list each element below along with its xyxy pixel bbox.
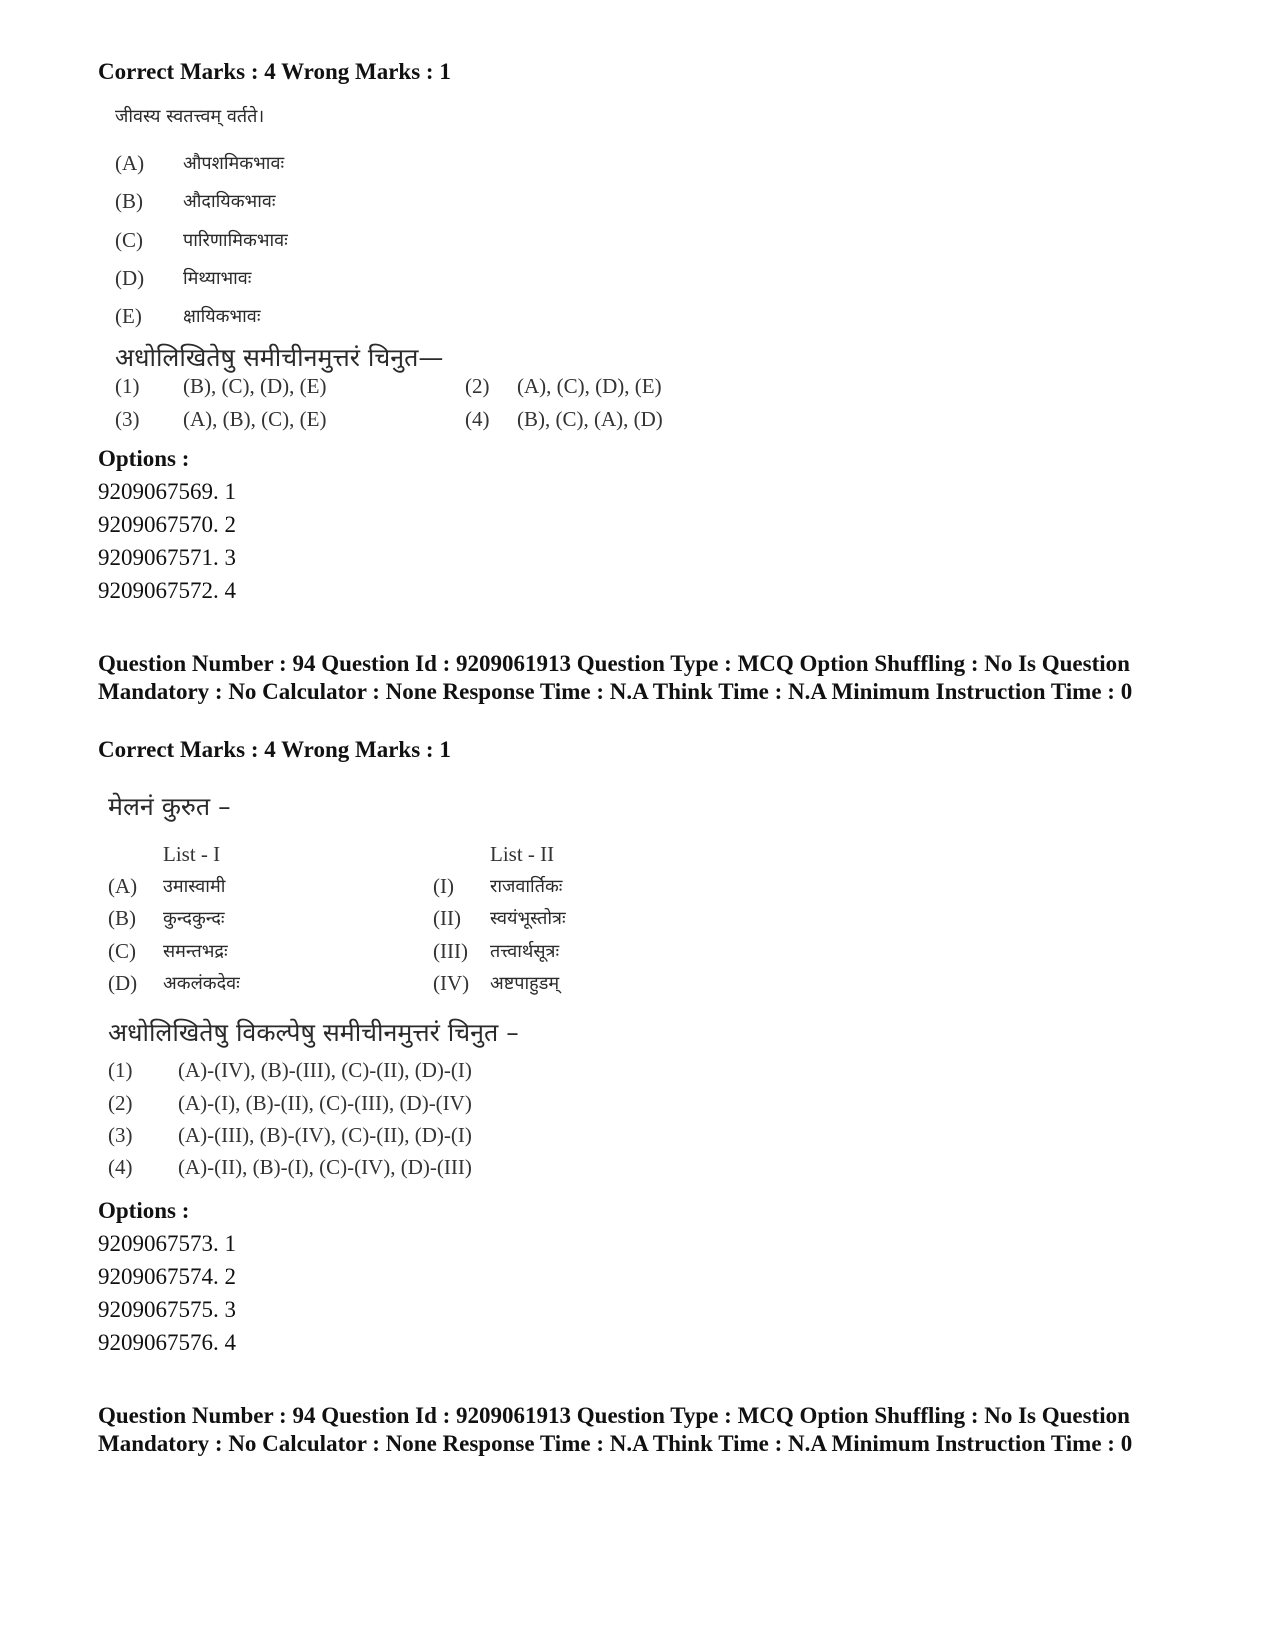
q93-option: 9209067570. 2 <box>98 512 236 537</box>
q93-item-text: पारिणामिकभावः <box>183 230 288 251</box>
q94-list1-text: समन्तभद्रः <box>163 941 228 962</box>
q94-list2-text: तत्त्वार्थसूत्रः <box>490 941 560 962</box>
q93-item-text: मिथ्याभावः <box>183 268 252 289</box>
q94-choice-num: (4) <box>108 1155 133 1179</box>
q93-item-text: औदायिकभावः <box>183 191 276 212</box>
q93-option: 9209067571. 3 <box>98 545 236 570</box>
q94-option: 9209067576. 4 <box>98 1330 236 1355</box>
q93-item-text: औपशमिकभावः <box>183 153 285 174</box>
q94-choice-text: (A)-(III), (B)-(IV), (C)-(II), (D)-(I) <box>178 1123 472 1147</box>
q94-option: 9209067573. 1 <box>98 1231 236 1256</box>
q94-choice-text: (A)-(II), (B)-(I), (C)-(IV), (D)-(III) <box>178 1155 472 1179</box>
q93-choice-num: (2) <box>465 374 490 398</box>
q94-list2-text: अष्टपाहुडम् <box>490 973 560 994</box>
q94-header: Question Number : 94 Question Id : 9209061913 Question Type : MCQ Option Shuffling : No Is Question Mandatory : No Calculator : None Response Time : N.A Think Time : N.A Minimum Instruction Time : 0 <box>98 651 1133 704</box>
q94-list1-label: (D) <box>108 971 138 995</box>
q94-list1-text: उमास्वामी <box>163 876 226 897</box>
q93-options-title: Options : <box>98 446 190 471</box>
q93-choice-text: (B), (C), (D), (E) <box>183 374 327 398</box>
q93-stem: जीवस्य स्वतत्त्वम् वर्तते। <box>115 106 265 127</box>
q93-marks: Correct Marks : 4 Wrong Marks : 1 <box>98 59 451 84</box>
q93-choice-text: (A), (C), (D), (E) <box>517 374 662 398</box>
q93-item-text: क्षायिकभावः <box>183 306 261 327</box>
q95-header: Question Number : 94 Question Id : 9209061913 Question Type : MCQ Option Shuffling : No Is Question Mandatory : No Calculator : None Response Time : N.A Think Time : N.A Minimum Instruction Time : 0 <box>98 1403 1133 1456</box>
q93-instruction: अधोलिखितेषु समीचीनमुत्तरं चिनुत— <box>115 343 444 372</box>
q94-list2-title: List - II <box>490 842 555 866</box>
q93-item-label: (A) <box>115 151 145 175</box>
q94-marks: Correct Marks : 4 Wrong Marks : 1 <box>98 737 451 762</box>
q93-option: 9209067572. 4 <box>98 578 236 603</box>
q94-choice-num: (1) <box>108 1058 133 1082</box>
q93-item-label: (B) <box>115 189 143 213</box>
q94-option: 9209067575. 3 <box>98 1297 236 1322</box>
q93-item-label: (E) <box>115 304 142 328</box>
q94-list2-label: (I) <box>433 874 454 898</box>
q93-option: 9209067569. 1 <box>98 479 236 504</box>
q94-option: 9209067574. 2 <box>98 1264 236 1289</box>
q94-list2-text: राजवार्तिकः <box>490 876 563 897</box>
q93-choice-num: (1) <box>115 374 140 398</box>
q93-item-label: (C) <box>115 228 143 252</box>
q94-list1-label: (A) <box>108 874 138 898</box>
q94-choice-text: (A)-(IV), (B)-(III), (C)-(II), (D)-(I) <box>178 1058 472 1082</box>
q94-list1-label: (B) <box>108 906 136 930</box>
q93-choice-text: (A), (B), (C), (E) <box>183 407 327 431</box>
q93-choice-num: (3) <box>115 407 140 431</box>
q94-choice-num: (2) <box>108 1091 133 1115</box>
q94-stem: मेलनं कुरुत – <box>108 792 231 821</box>
q94-list1-text: कुन्दकुन्दः <box>163 908 225 929</box>
q93-choice-text: (B), (C), (A), (D) <box>517 407 663 431</box>
q94-choice-text: (A)-(I), (B)-(II), (C)-(III), (D)-(IV) <box>178 1091 472 1115</box>
q94-instruction: अधोलिखितेषु विकल्पेषु समीचीनमुत्तरं चिनुत – <box>108 1018 519 1047</box>
q94-list2-label: (III) <box>433 939 468 963</box>
q93-item-label: (D) <box>115 266 145 290</box>
q94-list2-label: (IV) <box>433 971 470 995</box>
q94-list2-label: (II) <box>433 906 461 930</box>
q93-choice-num: (4) <box>465 407 490 431</box>
q94-list1-title: List - I <box>163 842 221 866</box>
q94-options-title: Options : <box>98 1198 190 1223</box>
q94-list2-text: स्वयंभूस्तोत्रः <box>490 908 566 929</box>
q94-choice-num: (3) <box>108 1123 133 1147</box>
q94-list1-label: (C) <box>108 939 136 963</box>
q94-list1-text: अकलंकदेवः <box>163 973 240 994</box>
